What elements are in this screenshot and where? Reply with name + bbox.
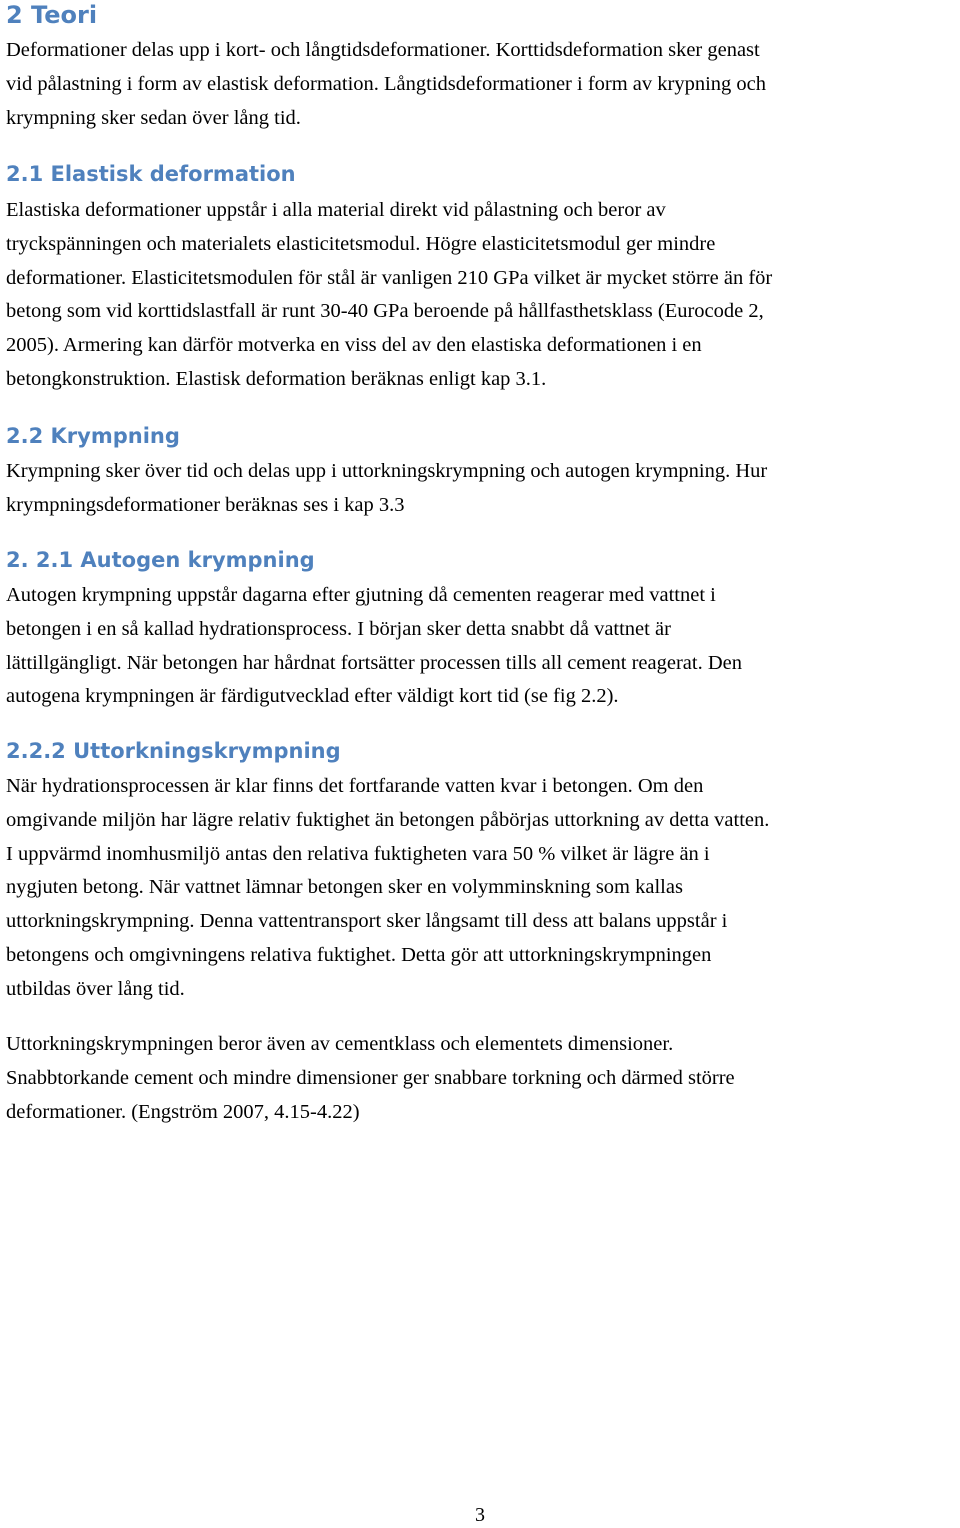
- paragraph-krympning: [6, 455, 956, 523]
- text-line: Krympning sker över tid och delas upp i uttorkningskrympning och autogen krympning. Hur: [6, 460, 768, 482]
- text-line: 2005). Armering kan därför motverka en viss del av den elastiska deformationen i en: [6, 334, 702, 357]
- section-heading-teori: 2 Teori: [6, 1, 98, 29]
- section-heading-elastisk: 2.1 Elastisk deformation: [6, 162, 296, 186]
- text-line: omgivande miljön har lägre relativ fuktighet än betongen påbörjas uttorkning av detta vatten.: [6, 808, 770, 831]
- text-line: krympning sker sedan över lång tid.: [6, 106, 301, 129]
- text-line: vid pålastning i form av elastisk deformation. Långtidsdeformationer i form av krypning och: [6, 72, 767, 95]
- text-line: deformationer. (Engström 2007, 4.15-4.22): [6, 1100, 360, 1123]
- text-line: Autogen krympning uppstår dagarna efter gjutning då cementen reagerar med vattnet i: [6, 584, 716, 606]
- text-line: tryckspänningen och materialets elasticitetsmodul. Högre elasticitetsmodul ger mindre: [6, 232, 716, 255]
- text-line: betongen i en så kallad hydrationsprocess. I början sker detta snabbt då vattnet är: [6, 617, 671, 640]
- text-line: I uppvärmd inomhusmiljö antas den relativa fuktigheten vara 50 % vilket är lägre än i: [6, 842, 710, 865]
- text-line: Elastiska deformationer uppstår i alla material direkt vid pålastning och beror av: [6, 199, 666, 221]
- text-line: Deformationer delas upp i kort- och långtidsdeformationer. Korttidsdeformation sker genast: [6, 39, 760, 61]
- text-line: Uttorkningskrympningen beror även av cementklass och elementets dimensioner.: [6, 1033, 674, 1055]
- text-line: deformationer. Elasticitetsmodulen för stål är vanligen 210 GPa vilket är mycket större än för: [6, 266, 773, 289]
- paragraph-uttorkning: [6, 770, 956, 1007]
- text-line: lättillgängligt. När betongen har hårdnat fortsätter processen tills all cement reagerat. Den: [6, 651, 743, 674]
- text-line: betongens och omgivningens relativa fuktighet. Detta gör att uttorkningskrympningen: [6, 943, 712, 966]
- text-line: betongkonstruktion. Elastisk deformation beräknas enligt kap 3.1.: [6, 367, 547, 390]
- text-line: krympningsdeformationer beräknas ses i kap 3.3: [6, 493, 405, 516]
- text-line: nygjuten betong. När vattnet lämnar betongen sker en volymminskning som kallas: [6, 876, 683, 899]
- page-number: 3: [475, 1504, 485, 1526]
- section-heading-autogen: 2. 2.1 Autogen krympning: [6, 548, 315, 572]
- text-line: utbildas över lång tid.: [6, 977, 185, 1000]
- paragraph-autogen: [6, 579, 956, 714]
- text-line: Snabbtorkande cement och mindre dimensioner ger snabbare torkning och därmed större: [6, 1066, 735, 1089]
- section-heading-uttorkning: 2.2.2 Uttorkningskrympning: [6, 739, 341, 763]
- text-line: När hydrationsprocessen är klar finns det fortfarande vatten kvar i betongen. Om den: [6, 775, 704, 797]
- section-heading-krympning: 2.2 Krympning: [6, 424, 180, 448]
- paragraph-elastisk: [6, 194, 956, 397]
- paragraph-teori: [6, 34, 956, 135]
- paragraph-uttorkning-2: [6, 1028, 956, 1129]
- text-line: betong som vid korttidslastfall är runt 30-40 GPa beroende på hållfasthetsklass (Eurocode 2,: [6, 300, 764, 323]
- text-line: uttorkningskrympning. Denna vattentransport sker långsamt till dess att balans uppstår i: [6, 910, 728, 933]
- text-line: autogena krympningen är färdigutvecklad efter väldigt kort tid (se fig 2.2).: [6, 685, 619, 708]
